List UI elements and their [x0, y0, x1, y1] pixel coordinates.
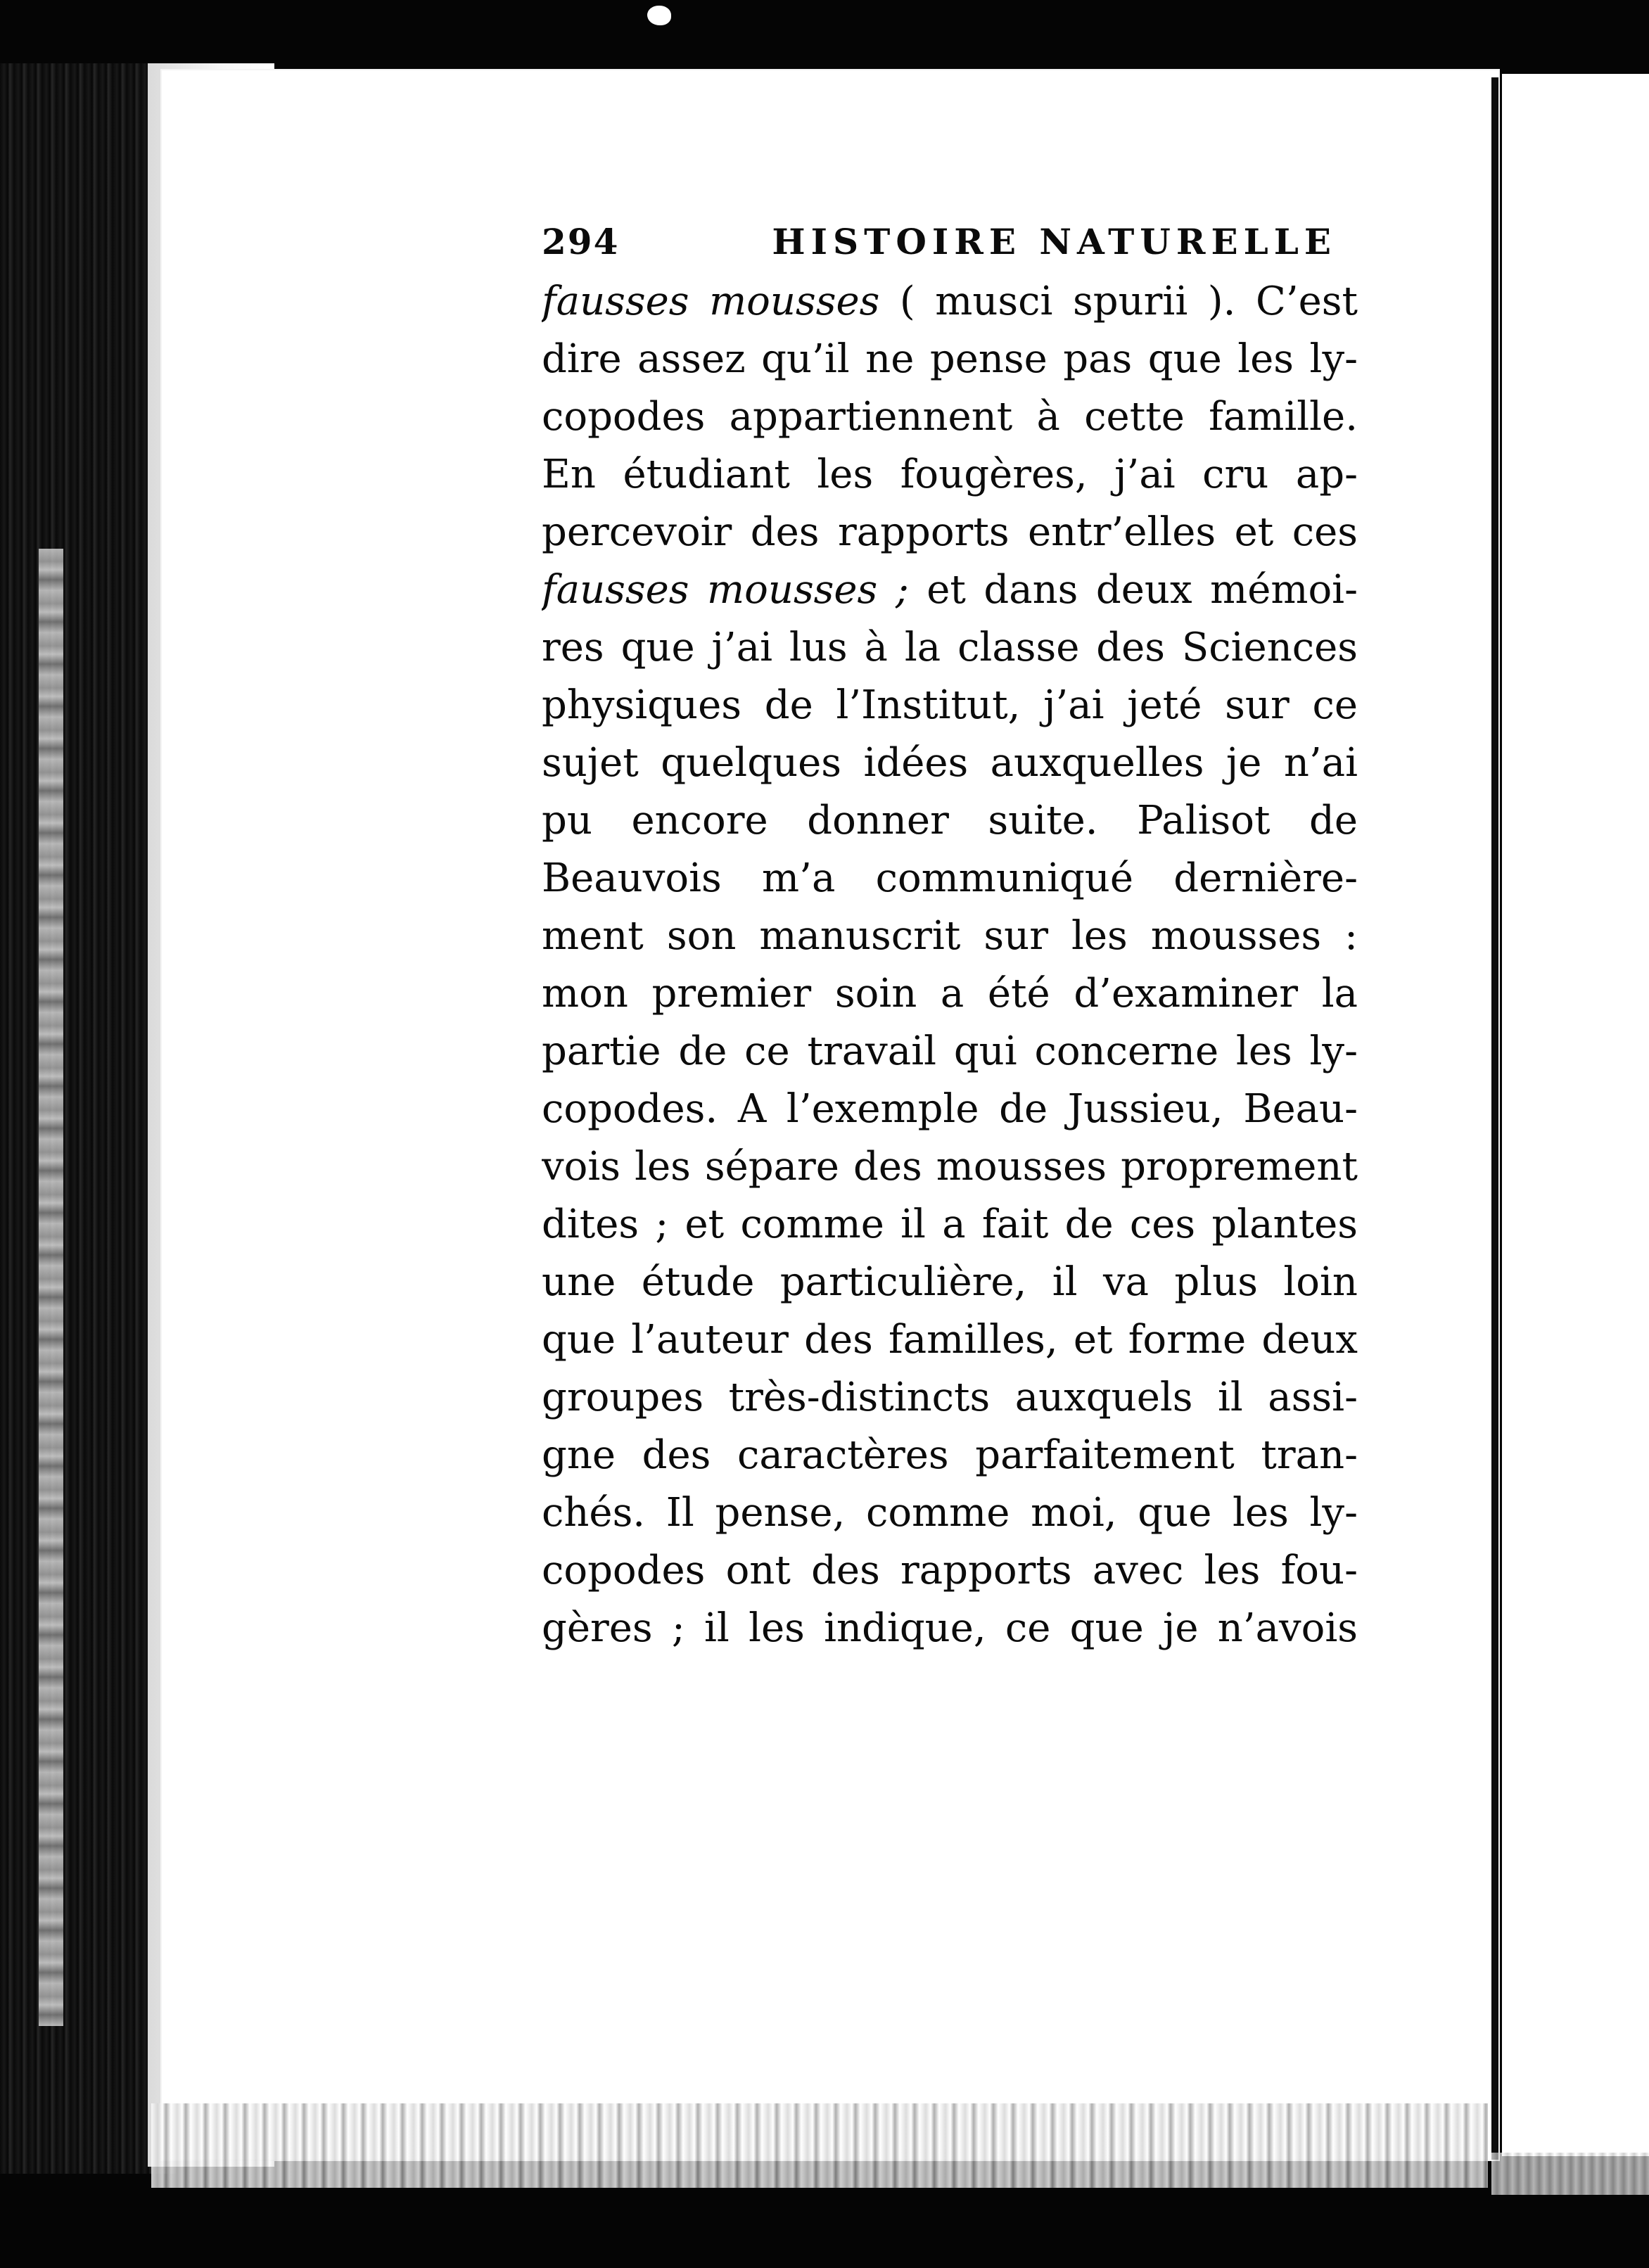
- text-line: [542, 561, 1358, 619]
- text-line: [542, 850, 1358, 907]
- body-text: [542, 273, 1358, 1657]
- page-number: 294: [542, 221, 620, 262]
- text-run: dire assez qu’il ne pense pas que les ly-: [542, 336, 1358, 382]
- text-line: [542, 1023, 1358, 1081]
- text-run: Beauvois m’a communiqué dernière-: [542, 855, 1358, 901]
- text-run: gne des caractères parfaitement tran-: [542, 1432, 1358, 1478]
- page-text: [542, 211, 1358, 1657]
- text-line: [542, 734, 1358, 792]
- facing-page-edge: [1491, 2153, 1649, 2195]
- text-run: une étude particulière, il va plus loin: [542, 1259, 1358, 1305]
- text-line: [542, 1484, 1358, 1542]
- text-line: [542, 1196, 1358, 1254]
- text-run: copodes ont des rapports avec les fou-: [542, 1548, 1358, 1593]
- text-run: et dans deux mémoi-: [908, 567, 1358, 613]
- page-gutter: [1491, 77, 1498, 2160]
- text-line: [542, 1600, 1358, 1657]
- text-run: vois les sépare des mousses proprement: [542, 1144, 1358, 1190]
- text-run: ment son manuscrit sur les mousses :: [542, 913, 1358, 959]
- text-run: sujet quelques idées auxquelles je n’ai: [542, 740, 1358, 786]
- text-line: [542, 1369, 1358, 1427]
- text-line: [542, 965, 1358, 1023]
- text-line: [542, 331, 1358, 388]
- text-run: copodes. A l’exemple de Jussieu, Beau-: [542, 1086, 1358, 1132]
- text-run: dites ; et comme il a fait de ces plantes: [542, 1202, 1358, 1247]
- text-line: [542, 792, 1358, 850]
- text-run: physiques de l’Institut, j’ai jeté sur ce: [542, 682, 1358, 728]
- text-line: [542, 446, 1358, 504]
- text-line: [542, 1311, 1358, 1369]
- text-line: [542, 1081, 1358, 1138]
- text-run: percevoir des rapports entr’elles et ces: [542, 509, 1358, 555]
- text-line: [542, 907, 1358, 965]
- italic-text: fausses mousses: [542, 279, 880, 324]
- text-line: [542, 1542, 1358, 1600]
- text-run: res que j’ai lus à la classe des Sciences: [542, 625, 1358, 670]
- text-run: ( musci spurii ). C’est: [879, 279, 1358, 324]
- running-title: HISTOIRE NATURELLE: [772, 221, 1337, 262]
- italic-text: fausses mousses ;: [542, 567, 909, 613]
- text-line: [542, 273, 1358, 331]
- text-line: [542, 1254, 1358, 1311]
- text-run: gères ; il les indique, ce que je n’avois: [542, 1605, 1358, 1651]
- text-run: copodes appartiennent à cette famille.: [542, 394, 1358, 440]
- text-run: que l’auteur des familles, et forme deux: [542, 1317, 1358, 1363]
- running-head: [542, 211, 1358, 273]
- text-line: [542, 1427, 1358, 1484]
- text-run: groupes très-distincts auxquels il assi-: [542, 1375, 1358, 1420]
- text-line: [542, 1138, 1358, 1196]
- scan-speck: [647, 6, 671, 25]
- text-line: [542, 388, 1358, 446]
- text-run: pu encore donner suite. Palisot de: [542, 798, 1358, 843]
- text-line: [542, 504, 1358, 561]
- text-line: [542, 677, 1358, 734]
- page-bottom-edge: [151, 2103, 1488, 2188]
- text-run: mon premier soin a été d’examiner la: [542, 971, 1358, 1017]
- facing-page: [1502, 74, 1649, 2156]
- text-run: En étudiant les fougères, j’ai cru ap-: [542, 452, 1358, 497]
- page-edge-stack: [39, 549, 63, 2026]
- text-line: [542, 619, 1358, 677]
- text-run: chés. Il pense, comme moi, que les ly-: [542, 1490, 1358, 1536]
- text-run: partie de ce travail qui concerne les ly-: [542, 1028, 1358, 1074]
